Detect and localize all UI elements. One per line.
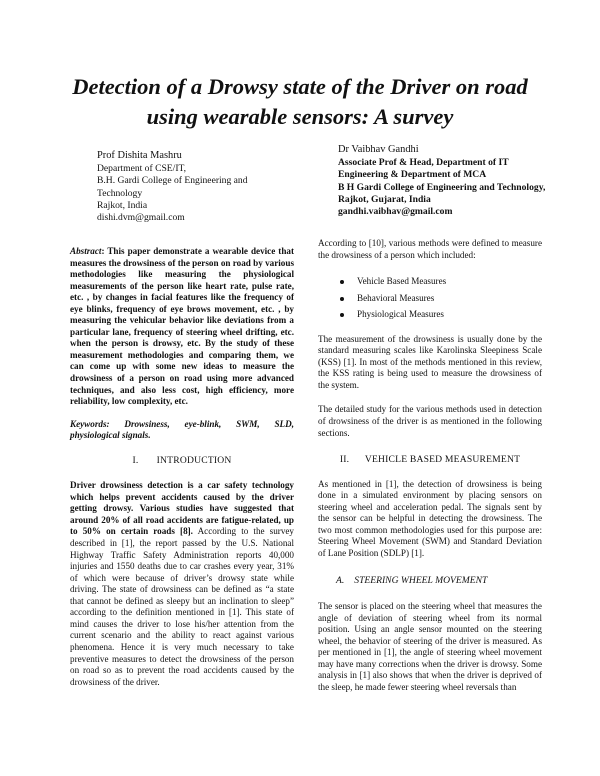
keywords-lead: Keywords: (70, 418, 110, 429)
section-heading-vehicle-based (318, 454, 542, 466)
author-affiliation: B H Gardi College of Engineering and Technology, Rajkot, Gujarat, India (338, 181, 546, 205)
author-block-2 (338, 144, 548, 218)
author-affiliation: Associate Prof & Head, Department of IT Engineering & Department of MCA (338, 157, 509, 181)
list-item: Vehicle Based Measures (340, 276, 542, 288)
author-affiliation: B.H. Gardi College of Engineering and Technology (97, 175, 248, 199)
abstract-text: : This paper demonstrate a wearable device that measures the drowsiness of the person on road by various methodologies like measuring the physiological measurements of the person like heart rate, pulse rate, etc. , by changes in facial features like the frequency of eye blinks, frequency of eye brows movement, etc. , by measuring the vehicular behavior like deviations from a particular lane, frequency of steering wheel drifting, etc. when the person is drowsy, etc. By the study of these measurement methodologies and comparing them, we can come up with some new ideas to measure the drowsiness of a person on road using more advanced techniques, and also less cost, high efficiency, more reliability, low complexity, etc. (70, 246, 294, 407)
section-heading-introduction (70, 455, 294, 467)
author-block-1 (97, 150, 287, 224)
section-number: II. (339, 454, 350, 466)
author-affiliation: Department of CSE/IT, (97, 163, 187, 175)
author-name: Dr Vaibhav Gandhi (338, 144, 419, 155)
subsection-heading-steering-wheel (318, 575, 542, 587)
section-title: INTRODUCTION (156, 454, 232, 466)
detail-paragraph: The detailed study for the various methods used in detection of drowsiness of the driver is as mentioned in the following sections. (318, 404, 542, 438)
author-location: Rajkot, India (97, 199, 148, 211)
bullet-icon (340, 297, 344, 301)
methods-intro-paragraph: According to [10], various methods were defined to measure the drowsiness of a person which included: (318, 238, 542, 260)
kss-paragraph: The measurement of the drowsiness is usually done by the standard measuring scales like Karolinska Sleepiness Scale (KSS) [1]. In most of the methods mentioned in this review, the KSS rating is being used to measure the drowsiness of the system. (318, 333, 542, 390)
author-name: Prof Dishita Mashru (97, 150, 182, 161)
list-item: Physiological Measures (340, 309, 542, 321)
bullet-icon (340, 313, 344, 317)
introduction-bold-text: Driver drowsiness detection is a car safety technology which helps prevent accidents caused by the driver getting drowsy. Various studies have suggested that around 20% of all road accidents are fatigue-related, up to 50% on certain roads [8]. (70, 480, 294, 537)
author-email: dishi.dvm@gmail.com (97, 212, 185, 224)
paper-title: Detection of a Drowsy state of the Driver on road using wearable sensors: A survey (72, 74, 528, 129)
abstract (70, 246, 294, 408)
steering-wheel-paragraph: The sensor is placed on the steering wheel that measures the angle of deviation of steering wheel from its normal position. Using an angle sensor mounted on the steering wheel, the behavior of steering of the driver is measured. As per mentioned in [1], the angle of steering wheel movement may have many corrections when the driver is drowsy. Some analysis in [1] also shows that when the driver is deprived of the sleep, he made fewer steering wheel reversals than (318, 601, 542, 692)
list-item: Behavioral Measures (340, 293, 542, 305)
subsection-number: A. (336, 575, 345, 587)
subsection-title: STEERING WHEEL MOVEMENT (354, 575, 488, 587)
section-number: I. (132, 454, 139, 466)
bullet-icon (340, 280, 344, 284)
keywords-text: Drowsiness, eye-blink, SWM, SLD, physiological signals. (70, 418, 294, 441)
keywords (70, 419, 294, 442)
left-column (70, 246, 294, 688)
right-column (318, 238, 542, 693)
abstract-lead: Abstract (70, 246, 102, 256)
introduction-paragraph (70, 480, 294, 688)
section-title: VEHICLE BASED MEASUREMENT (364, 454, 521, 466)
author-email: gandhi.vaibhav@gmail.com (338, 206, 453, 218)
methods-list (318, 276, 542, 321)
vehicle-based-paragraph: As mentioned in [1], the detection of drowsiness is being done in a simulated environment by placing sensors on steering wheel and acceleration pedal. The signals sent by the sensor can be helpful in detecting the drowsiness. The two most common methodologies used for this purpose are: Steering Wheel Movement (SWM) and Standard Deviation of Lane Position (SDLP) [1]. (318, 478, 542, 558)
introduction-text: According to the survey described in [1], the report passed by the U.S. National Highway Traffic Safety Administration reports 40,000 injuries and 1550 deaths due to car crashes every year, 31% of which were because of driver’s drowsy state while driving. The state of drowsiness can be defined as “a state that cannot be defined as sleepy but an inclination to sleep” according to the definition mentioned in [1]. This state of mind causes the driver to lose his/her attention from the current scenario and the ability to react against various phenomena. Hence it is very much necessary to take preventive measures to detect the drowsiness of the person on road so as to prevent the road accidents caused by the drowsiness of the driver. (70, 526, 294, 687)
